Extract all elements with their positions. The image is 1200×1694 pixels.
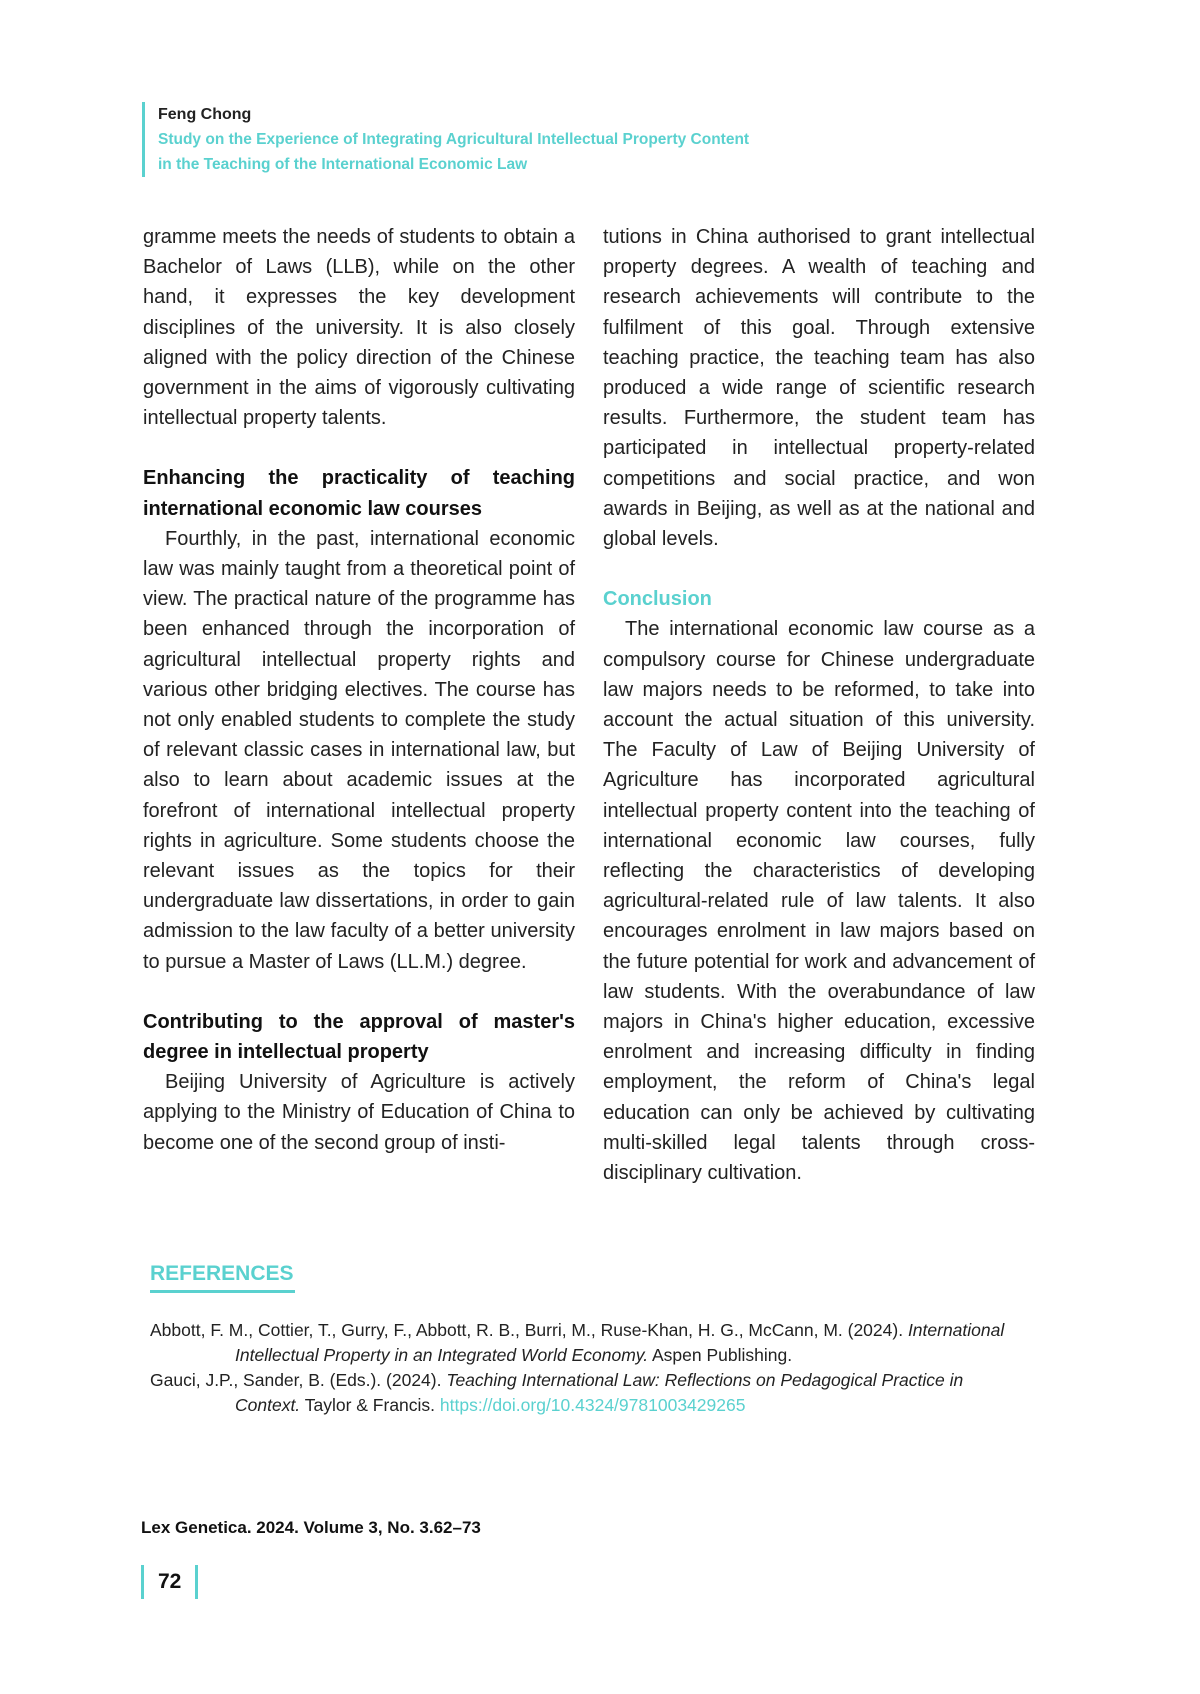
reference-publisher: Aspen Publishing. <box>648 1345 793 1365</box>
section-heading-masters-degree: Contributing to the approval of master's degree in intellectual property <box>143 1010 575 1064</box>
journal-citation: Lex Genetica. 2024. Volume 3, No. 3.62–73 <box>141 1518 481 1537</box>
reference-authors: Gauci, J.P., Sander, B. (Eds.). (2024). <box>150 1370 447 1390</box>
spacer <box>603 554 1035 584</box>
header-title-line-1: Study on the Experience of Integrating Agricultural Intellectual Property Content <box>158 131 750 148</box>
reference-doi-link[interactable]: https://doi.org/10.4324/9781003429265 <box>439 1395 746 1415</box>
reference-title: International Intellectual Property in an Integrated World Economy. <box>235 1320 1005 1365</box>
header-title-line-2: in the Teaching of the International Economic Law <box>158 156 528 173</box>
header-author: Feng Chong <box>158 106 252 123</box>
reference-item <box>150 1318 1030 1368</box>
left-column <box>143 222 575 1158</box>
running-header <box>142 102 938 177</box>
right-column <box>603 222 1035 1188</box>
section-heading-practicality: Enhancing the practicality of teaching international economic law courses <box>143 467 575 520</box>
left-paragraph-1: gramme meets the needs of students to obtain a Bachelor of Laws (LLB), while on the other hand, it expresses the key development disciplines of the university. It is also closely aligned with the policy direction of the Chinese government in the aims of vigorously cultivating intellectual property talents. <box>143 226 575 430</box>
page-number: 72 <box>141 1565 198 1599</box>
left-paragraph-3: Beijing University of Agriculture is actively applying to the Ministry of Education of China to become one of the second group of insti- <box>143 1071 575 1154</box>
left-paragraph-2: Fourthly, in the past, international economic law was mainly taught from a theoretical point of view. The practical nature of the programme has been enhanced through the incorporation of agricultural intellectual property rights and various other bridging electives. The course has not only enabled students to complete the study of relevant classic cases in international law, but also to learn about academic issues at the forefront of international intellectual property rights in agriculture. Some students choose the relevant issues as the topics for their undergraduate law dissertations, in order to gain admission to the law faculty of a better university to pursue a Master of Laws (LL.M.) degree. <box>143 527 575 973</box>
section-heading-conclusion: Conclusion <box>603 588 712 611</box>
reference-item <box>150 1368 1030 1418</box>
right-paragraph-2: The international economic law course as a compulsory course for Chinese undergraduate law majors needs to be reformed, to take into account the actual situation of this university. The Faculty of Law of Beijing University of Agriculture has incorporated agricultural intellectual property content into the teaching of international economic law courses, fully reflecting the characteristics of developing agricultural-related rule of law talents. It also encourages enrolment in law majors based on the future potential for work and advancement of law students. With the overabundance of law majors in China's higher education, excessive enrolment and increasing difficulty in finding employment, the reform of China's legal education can only be achieved by cultivating multi-skilled legal talents through cross-disciplinary cultivation. <box>603 618 1035 1185</box>
references-heading: REFERENCES <box>150 1262 295 1293</box>
right-paragraph-1: tutions in China authorised to grant intellectual property degrees. A wealth of teaching and research achievements will contribute to the fulfilment of this goal. Through extensive teaching practice, the teaching team has also produced a wide range of scientific research results. Furthermore, the student team has participated in intellectual property-related competitions and social practice, and won awards in Beijing, as well as at the national and global levels. <box>603 226 1035 551</box>
spacer <box>143 977 575 1007</box>
references-list <box>150 1318 1030 1418</box>
reference-authors: Abbott, F. M., Cottier, T., Gurry, F., Abbott, R. B., Burri, M., Ruse-Khan, H. G., McCann, M. (2024). <box>150 1320 908 1340</box>
reference-title: Teaching International Law: Reflections on Pedagogical Practice in Context. <box>235 1370 964 1415</box>
reference-publisher: Taylor & Francis. <box>300 1395 440 1415</box>
spacer <box>143 433 575 463</box>
